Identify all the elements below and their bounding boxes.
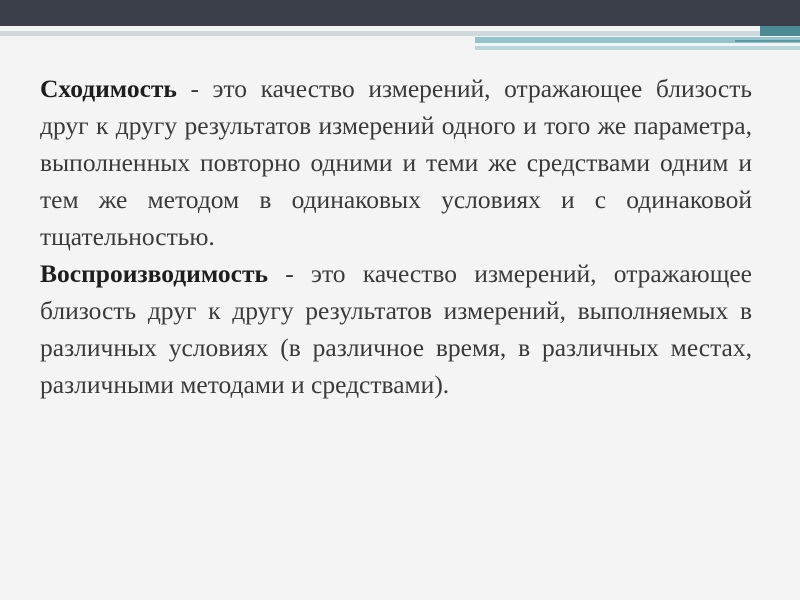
header-accent-line — [735, 40, 800, 42]
header-dark-band — [0, 0, 800, 26]
definition-paragraph — [40, 255, 752, 403]
header-accent-block — [760, 26, 800, 36]
header-teal-band-secondary — [475, 46, 800, 50]
header-light-band — [0, 31, 800, 36]
definition-text: - это качество измерений, отражающее близость друг к другу результатов измерений, выполняемых в различных условиях (в различное время, в различных местах, различными методами и средствами). — [40, 259, 752, 399]
definition-text: - это качество измерений, отражающее близость друг к другу результатов измерений одного и того же параметра, выполненных повторно одними и теми же средствами одним и тем же методом в одинаковых условиях и с одинаковой тщательностью. — [40, 74, 752, 251]
definition-term: Сходимость — [40, 74, 177, 103]
definition-term: Воспроизводимость — [40, 259, 268, 288]
definition-paragraph — [40, 70, 752, 255]
slide-body — [40, 70, 752, 403]
